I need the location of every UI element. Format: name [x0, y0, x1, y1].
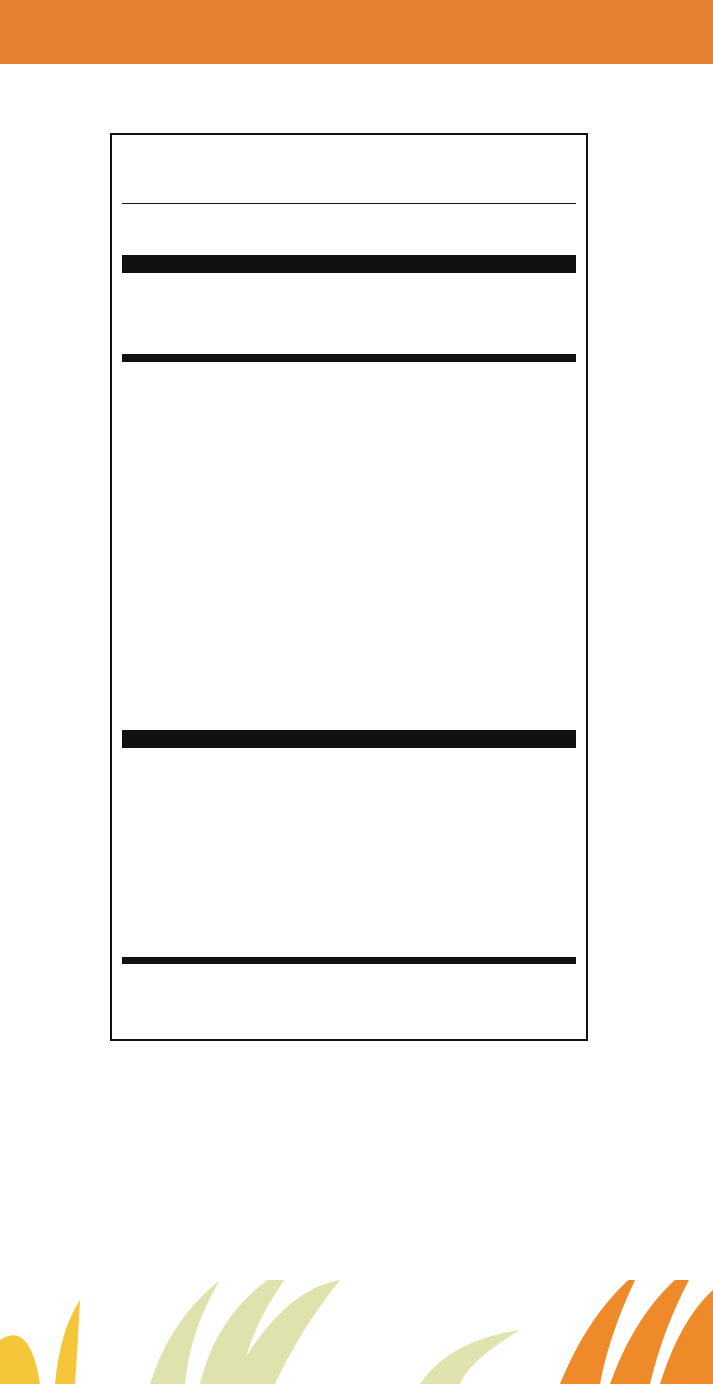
nutrition-facts-panel [110, 133, 588, 1041]
thick-divider [122, 255, 576, 273]
organic-banner [0, 0, 713, 64]
thick-divider [122, 730, 576, 748]
medium-divider [122, 957, 576, 964]
divider [122, 203, 576, 204]
palm-leaf-decoration-yellow [0, 1280, 713, 1384]
medium-divider [122, 354, 576, 362]
